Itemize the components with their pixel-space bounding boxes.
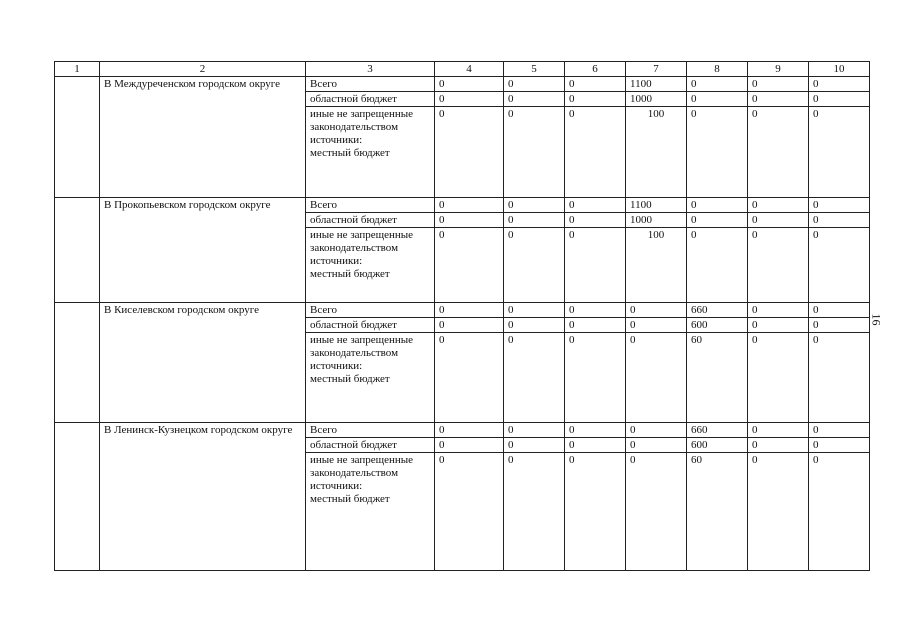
- value-cell: 0: [565, 107, 626, 198]
- table-body: [55, 62, 870, 571]
- value-cell: 0: [687, 228, 748, 303]
- budget-table: [54, 61, 870, 571]
- value-cell: 0: [435, 107, 504, 198]
- row-label: областной бюджет: [306, 213, 435, 228]
- row-label: [306, 333, 435, 423]
- value-cell: 0: [565, 92, 626, 107]
- row-label: [306, 228, 435, 303]
- district-name: В Киселевском городском округе: [100, 303, 306, 423]
- value-cell: 60: [687, 453, 748, 571]
- value-cell: 0: [748, 213, 809, 228]
- value-cell: 0: [687, 77, 748, 92]
- value-cell: 0: [435, 303, 504, 318]
- value-cell: 0: [435, 213, 504, 228]
- value-cell: 0: [565, 228, 626, 303]
- value-cell: 0: [565, 438, 626, 453]
- row-label-line: законодательством: [310, 347, 399, 359]
- value-cell: 0: [435, 438, 504, 453]
- value-cell: 0: [687, 92, 748, 107]
- row-label-line: законодательством: [310, 467, 399, 479]
- value-cell: 0: [504, 228, 565, 303]
- row-label-line: источники:: [310, 255, 363, 267]
- row-label-line: местный бюджет: [310, 493, 390, 505]
- row-label: областной бюджет: [306, 92, 435, 107]
- value-cell: 0: [748, 198, 809, 213]
- district-name: В Прокопьевском городском округе: [100, 198, 306, 303]
- table-row: [55, 303, 870, 318]
- value-cell: 660: [687, 303, 748, 318]
- table-row: [55, 77, 870, 92]
- value-cell: 1100: [626, 77, 687, 92]
- value-cell: 1000: [626, 92, 687, 107]
- row-label-line: источники:: [310, 134, 363, 146]
- number-cell: [55, 198, 100, 303]
- value-cell: 60: [687, 333, 748, 423]
- value-cell: 1100: [626, 198, 687, 213]
- row-label-line: иные не запрещенные: [310, 454, 414, 466]
- value-cell: 0: [565, 213, 626, 228]
- row-label-line: местный бюджет: [310, 268, 390, 280]
- value-cell: 0: [809, 198, 870, 213]
- header-cell-4: 4: [435, 62, 504, 77]
- value-cell: 0: [435, 198, 504, 213]
- row-label: [306, 453, 435, 571]
- value-cell: 0: [504, 333, 565, 423]
- value-cell: 600: [687, 318, 748, 333]
- value-cell: 0: [565, 198, 626, 213]
- value-cell: 0: [748, 303, 809, 318]
- row-label-line: иные не запрещенные: [310, 108, 414, 120]
- value-cell: 0: [809, 333, 870, 423]
- value-cell: 0: [687, 198, 748, 213]
- value-cell: 0: [809, 107, 870, 198]
- row-label-line: иные не запрещенные: [310, 229, 414, 241]
- value-cell: 0: [435, 77, 504, 92]
- value-cell: 0: [565, 423, 626, 438]
- value-cell: 0: [748, 228, 809, 303]
- header-cell-5: 5: [504, 62, 565, 77]
- number-cell: [55, 303, 100, 423]
- value-cell: 0: [565, 303, 626, 318]
- header-row: [55, 62, 870, 77]
- value-cell: 0: [504, 198, 565, 213]
- value-cell: 0: [504, 213, 565, 228]
- value-cell: 0: [565, 333, 626, 423]
- value-cell: 0: [435, 423, 504, 438]
- value-cell: 0: [809, 213, 870, 228]
- value-cell: 0: [748, 92, 809, 107]
- value-cell: 660: [687, 423, 748, 438]
- value-cell: 0: [626, 318, 687, 333]
- value-cell: 0: [565, 77, 626, 92]
- value-cell: 0: [504, 303, 565, 318]
- value-cell: 0: [504, 453, 565, 571]
- value-cell: 0: [809, 303, 870, 318]
- value-cell: 0: [626, 423, 687, 438]
- value-cell: 0: [435, 453, 504, 571]
- value-cell: 0: [748, 77, 809, 92]
- row-label: областной бюджет: [306, 318, 435, 333]
- row-label-line: иные не запрещенные: [310, 334, 414, 346]
- value-cell: 0: [435, 228, 504, 303]
- row-label: Всего: [306, 77, 435, 92]
- value-cell: 0: [435, 92, 504, 107]
- table-row: [55, 198, 870, 213]
- header-cell-9: 9: [748, 62, 809, 77]
- value-cell: 0: [626, 303, 687, 318]
- value-cell: 0: [748, 107, 809, 198]
- value-cell: 0: [809, 423, 870, 438]
- value-cell: 0: [504, 318, 565, 333]
- value-cell: 0: [809, 77, 870, 92]
- value-cell: 0: [748, 453, 809, 571]
- row-label-line: источники:: [310, 480, 363, 492]
- row-label-line: источники:: [310, 360, 363, 372]
- value-cell: 0: [435, 333, 504, 423]
- value-cell: 0: [565, 453, 626, 571]
- header-cell-7: 7: [626, 62, 687, 77]
- page-number: 16: [869, 313, 884, 326]
- header-cell-1: 1: [55, 62, 100, 77]
- value-cell: 0: [809, 228, 870, 303]
- number-cell: [55, 423, 100, 571]
- district-name: В Междуреченском городском округе: [100, 77, 306, 198]
- row-label: Всего: [306, 198, 435, 213]
- value-cell: 0: [504, 107, 565, 198]
- row-label-line: местный бюджет: [310, 373, 390, 385]
- value-cell: 0: [748, 438, 809, 453]
- value-cell: 0: [809, 438, 870, 453]
- value-cell: 1000: [626, 213, 687, 228]
- row-label-line: местный бюджет: [310, 147, 390, 159]
- value-cell: 0: [809, 92, 870, 107]
- value-cell: 0: [626, 333, 687, 423]
- row-label: Всего: [306, 303, 435, 318]
- value-cell: 0: [504, 438, 565, 453]
- value-cell: 100: [626, 228, 687, 303]
- row-label: [306, 107, 435, 198]
- value-cell: 0: [748, 318, 809, 333]
- value-cell: 100: [626, 107, 687, 198]
- value-cell: 0: [626, 453, 687, 571]
- header-cell-8: 8: [687, 62, 748, 77]
- row-label: областной бюджет: [306, 438, 435, 453]
- value-cell: 0: [504, 77, 565, 92]
- value-cell: 0: [809, 318, 870, 333]
- value-cell: 0: [748, 333, 809, 423]
- header-cell-6: 6: [565, 62, 626, 77]
- row-label-line: законодательством: [310, 242, 399, 254]
- value-cell: 0: [626, 438, 687, 453]
- value-cell: 0: [435, 318, 504, 333]
- row-label: Всего: [306, 423, 435, 438]
- header-cell-3: 3: [306, 62, 435, 77]
- value-cell: 0: [748, 423, 809, 438]
- district-name: В Ленинск-Кузнецком городском округе: [100, 423, 306, 571]
- value-cell: 0: [504, 423, 565, 438]
- row-label-line: законодательством: [310, 121, 399, 133]
- value-cell: 600: [687, 438, 748, 453]
- number-cell: [55, 77, 100, 198]
- header-cell-2: 2: [100, 62, 306, 77]
- table-row: [55, 423, 870, 438]
- value-cell: 0: [687, 213, 748, 228]
- value-cell: 0: [809, 453, 870, 571]
- value-cell: 0: [565, 318, 626, 333]
- header-cell-10: 10: [809, 62, 870, 77]
- value-cell: 0: [504, 92, 565, 107]
- value-cell: 0: [687, 107, 748, 198]
